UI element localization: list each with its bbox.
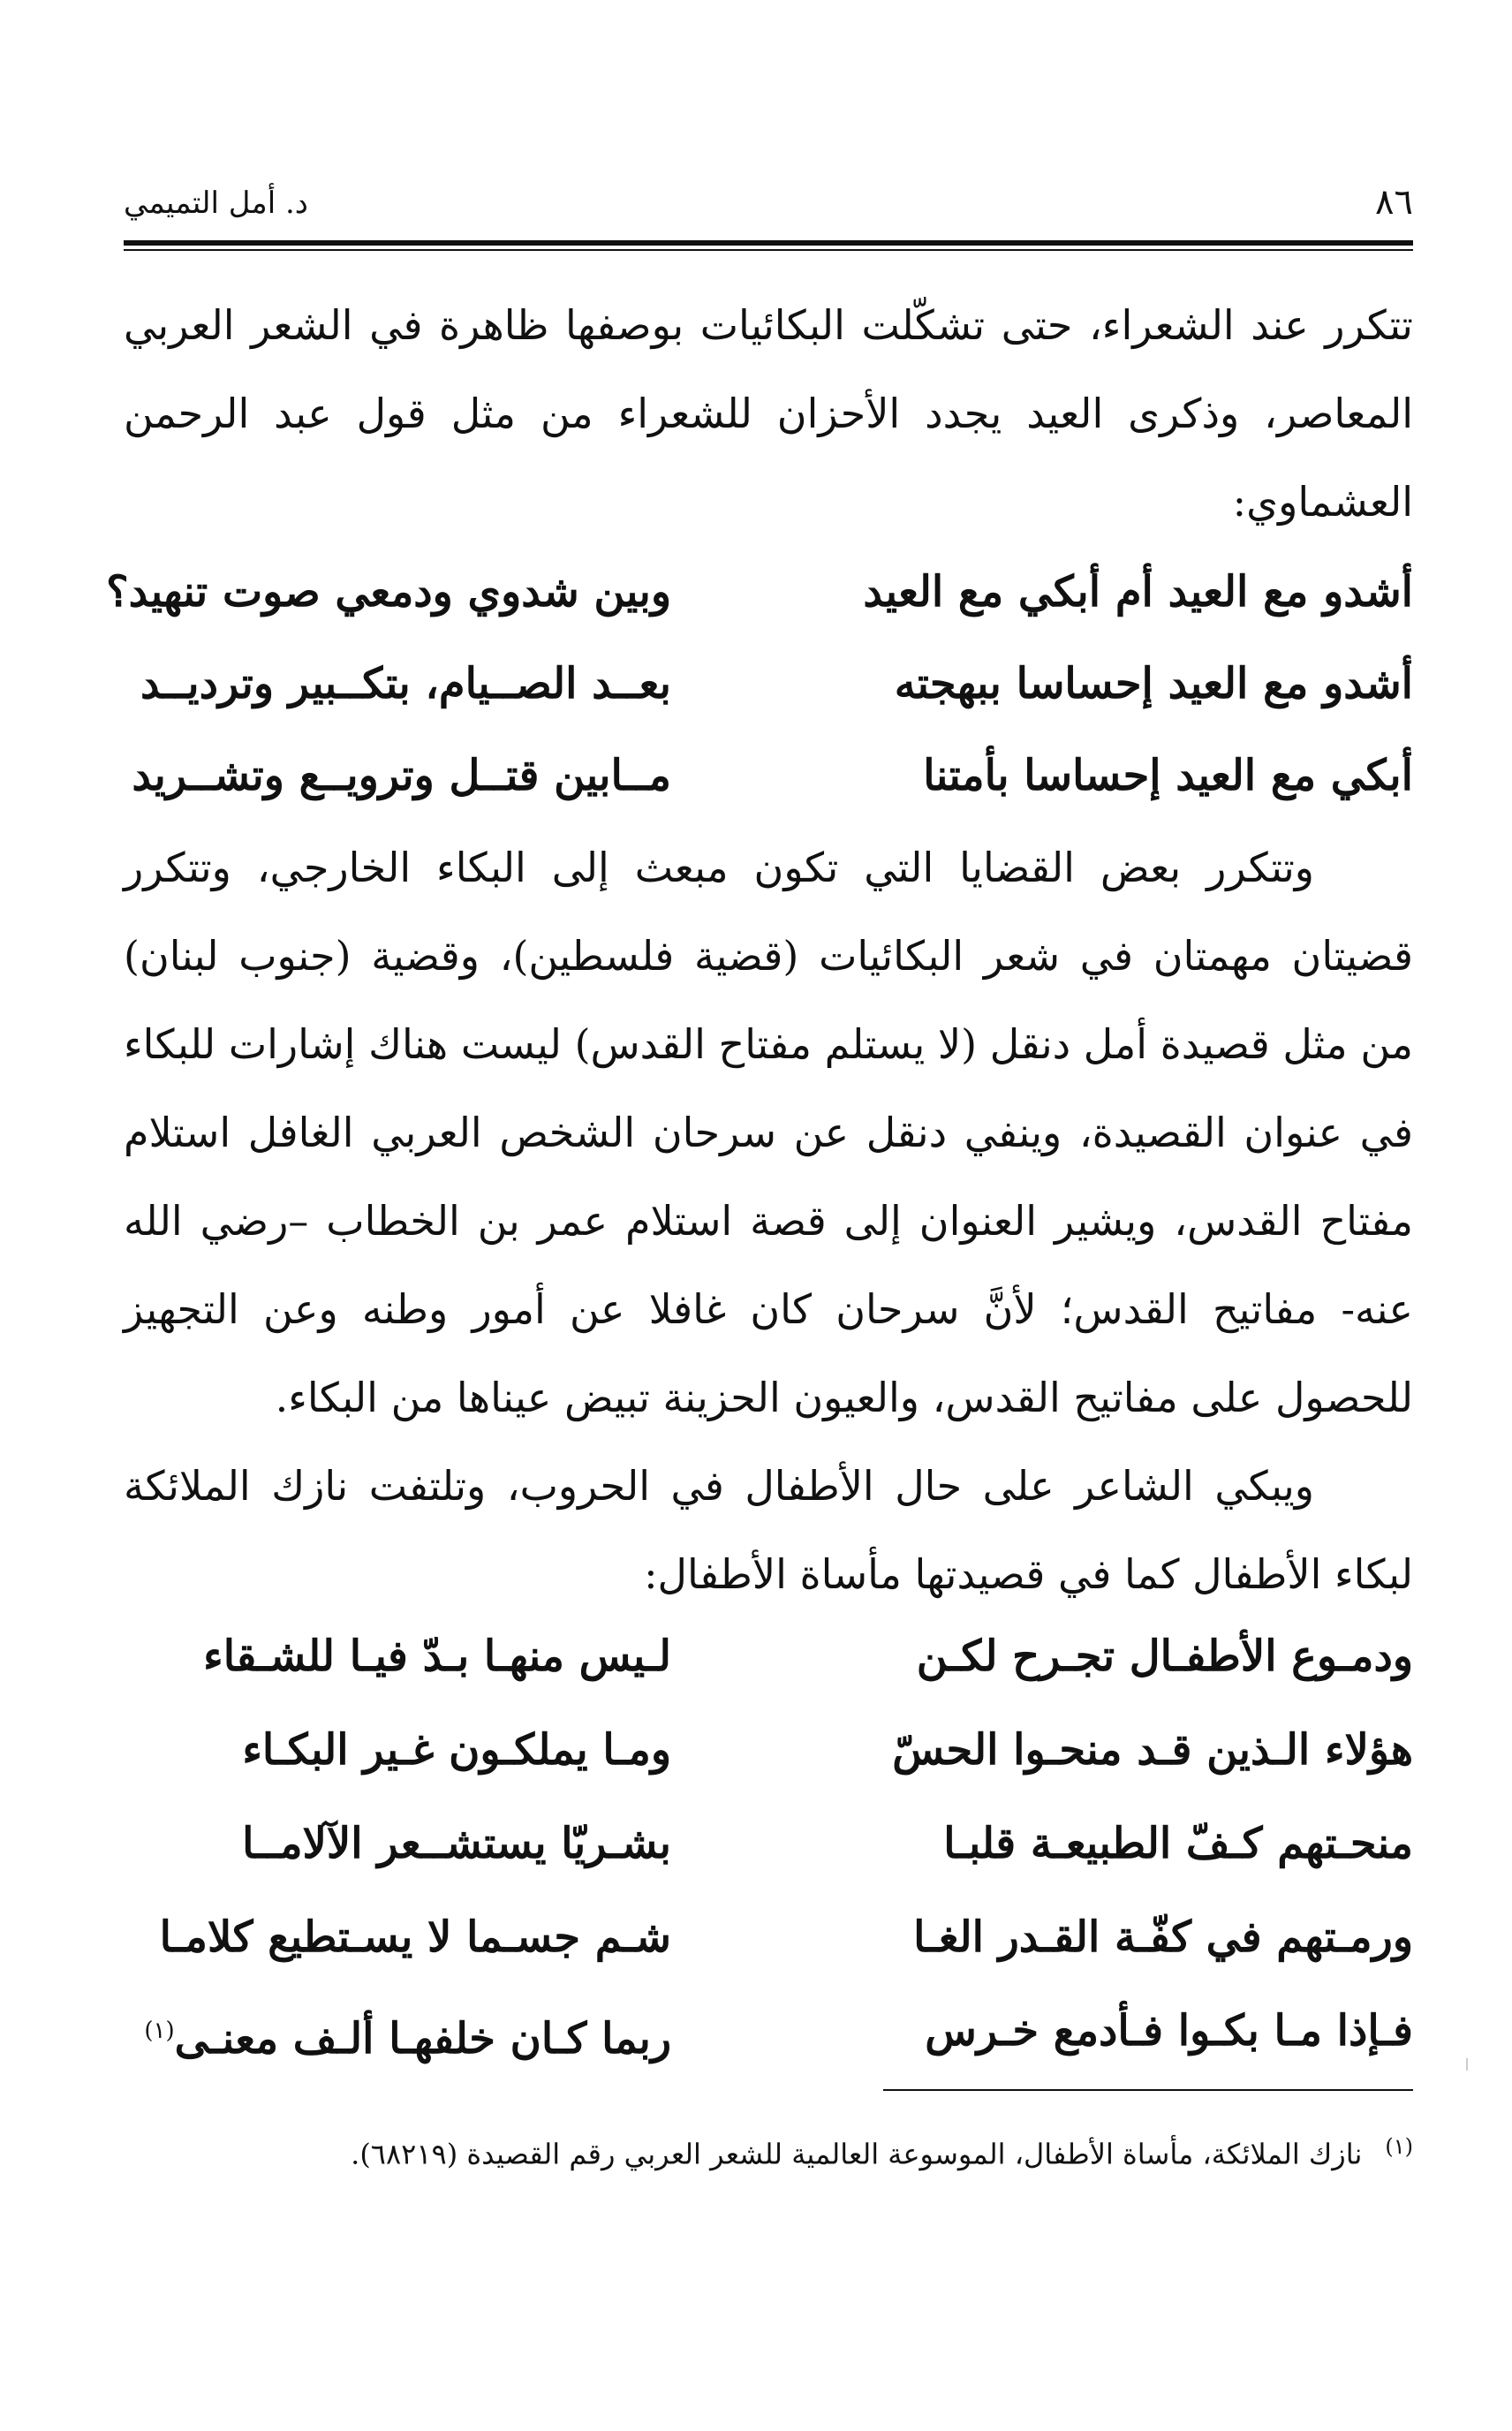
paragraph-2: وتتكرر بعض القضايا التي تكون مبعث إلى البكاء الخارجي، وتتكرر قضيتان مهمتان في شعر البكائيات (قضية فلسطين)، وقضية (جنوب لبنان) من مثل قصيدة أمل دنقل (لا يستلم مفتاح القدس) ليست هناك إشارات للبكاء في عنوان القصيدة، وينفي دنقل عن سرحان الشخص العربي الغافل استلام مفتاح القدس، ويشير العنوان إلى قصة استلام عمر بن الخطاب –رضي الله عنه- مفاتيح القدس؛ لأنَّ سرحان كان غافلا عن أمور وطنه وعن التجهيز للحصول على مفاتيح القدس، والعيون الحزينة تبيض عيناها من البكاء. [124,844,1413,1421]
hemistich-first: أشدو مع العيد أم أبكي مع العيد [863,567,1413,617]
paragraph-3: ويبكي الشاعر على حال الأطفال في الحروب، وتلتفت نازك الملائكة لبكاء الأطفال كما في قصيدتها مأساة الأطفال: [124,1462,1413,1598]
hemistich-second: بعــد الصــيام، بتكــبير وترديــد [140,659,671,708]
footnote [124,2120,1413,2181]
hemistich-second: ومـا يملكـون غـير البكـاء [242,1725,671,1775]
hemistich-second: مــابين قتــل وترويــع وتشــريد [132,751,671,800]
poem-1-verse-3 [124,730,1413,822]
poem-1-verse-2 [124,638,1413,730]
poem-2 [124,1609,1413,2078]
header-rule-thick [124,240,1413,246]
margin-tick [1466,2058,1468,2071]
header-rule-thin [124,249,1413,251]
poem-1-verse-1 [106,546,1413,638]
poem-2-verse-3 [124,1797,1413,1890]
hemistich-first: منحـتهم كـفّ الطبيعـة قلبـا [943,1819,1413,1868]
hemistich-second-text: ربما كـان خلفهـا ألـف معنـى [174,2014,671,2064]
page-header [124,177,1413,239]
footnote-text: نازك الملائكة، مأساة الأطفال، الموسوعة العالمية للشعر العربي رقم القصيدة (٦٨٢١٩). [351,2137,1363,2171]
hemistich-second: بشـريّا يستشــعر الآلامــا [242,1819,671,1868]
poem-2-verse-4 [124,1890,1413,1984]
poem-1 [106,546,1413,822]
paragraph-1: تتكرر عند الشعراء، حتى تشكّلت البكائيات بوصفها ظاهرة في الشعر العربي المعاصر، وذكرى العيد يجدد الأحزان للشعراء من مثل قول عبد الرحمن العشماوي: [124,301,1413,526]
hemistich-second: وبين شدوي ودمعي صوت تنهيد؟ [106,567,671,617]
hemistich-first: أشدو مع العيد إحساسا ببهجته [894,659,1413,708]
poem-2-verse-5 [124,1984,1413,2078]
hemistich-first: أبكي مع العيد إحساسا بأمتنا [923,751,1413,800]
footnote-rule [883,2089,1413,2091]
poem-2-verse-2 [124,1703,1413,1797]
hemistich-second [124,1984,671,2078]
footnote-marker: (١) [144,2018,175,2044]
hemistich-first: فـإذا مـا بكـوا فـأدمع خـرس [925,2006,1413,2056]
page-number: ٨٦ [1375,182,1413,223]
hemistich-second: لـيس منهـا بـدّ فيـا للشـقاء [203,1632,671,1681]
poem-2-verse-1 [124,1609,1413,1703]
hemistich-first: ودمـوع الأطفـال تجـرح لكـن [916,1632,1413,1681]
footnote-number: (١) [1385,2134,1413,2159]
running-title: د. أمل التميمي [124,186,308,221]
hemistich-second: شـم جسـما لا يسـتطيع كلامـا [159,1912,671,1962]
hemistich-first: ورمـتهم في كفّـة القـدر الغـا [913,1912,1413,1962]
hemistich-first: هؤلاء الـذين قـد منحـوا الحسّ [892,1725,1413,1775]
